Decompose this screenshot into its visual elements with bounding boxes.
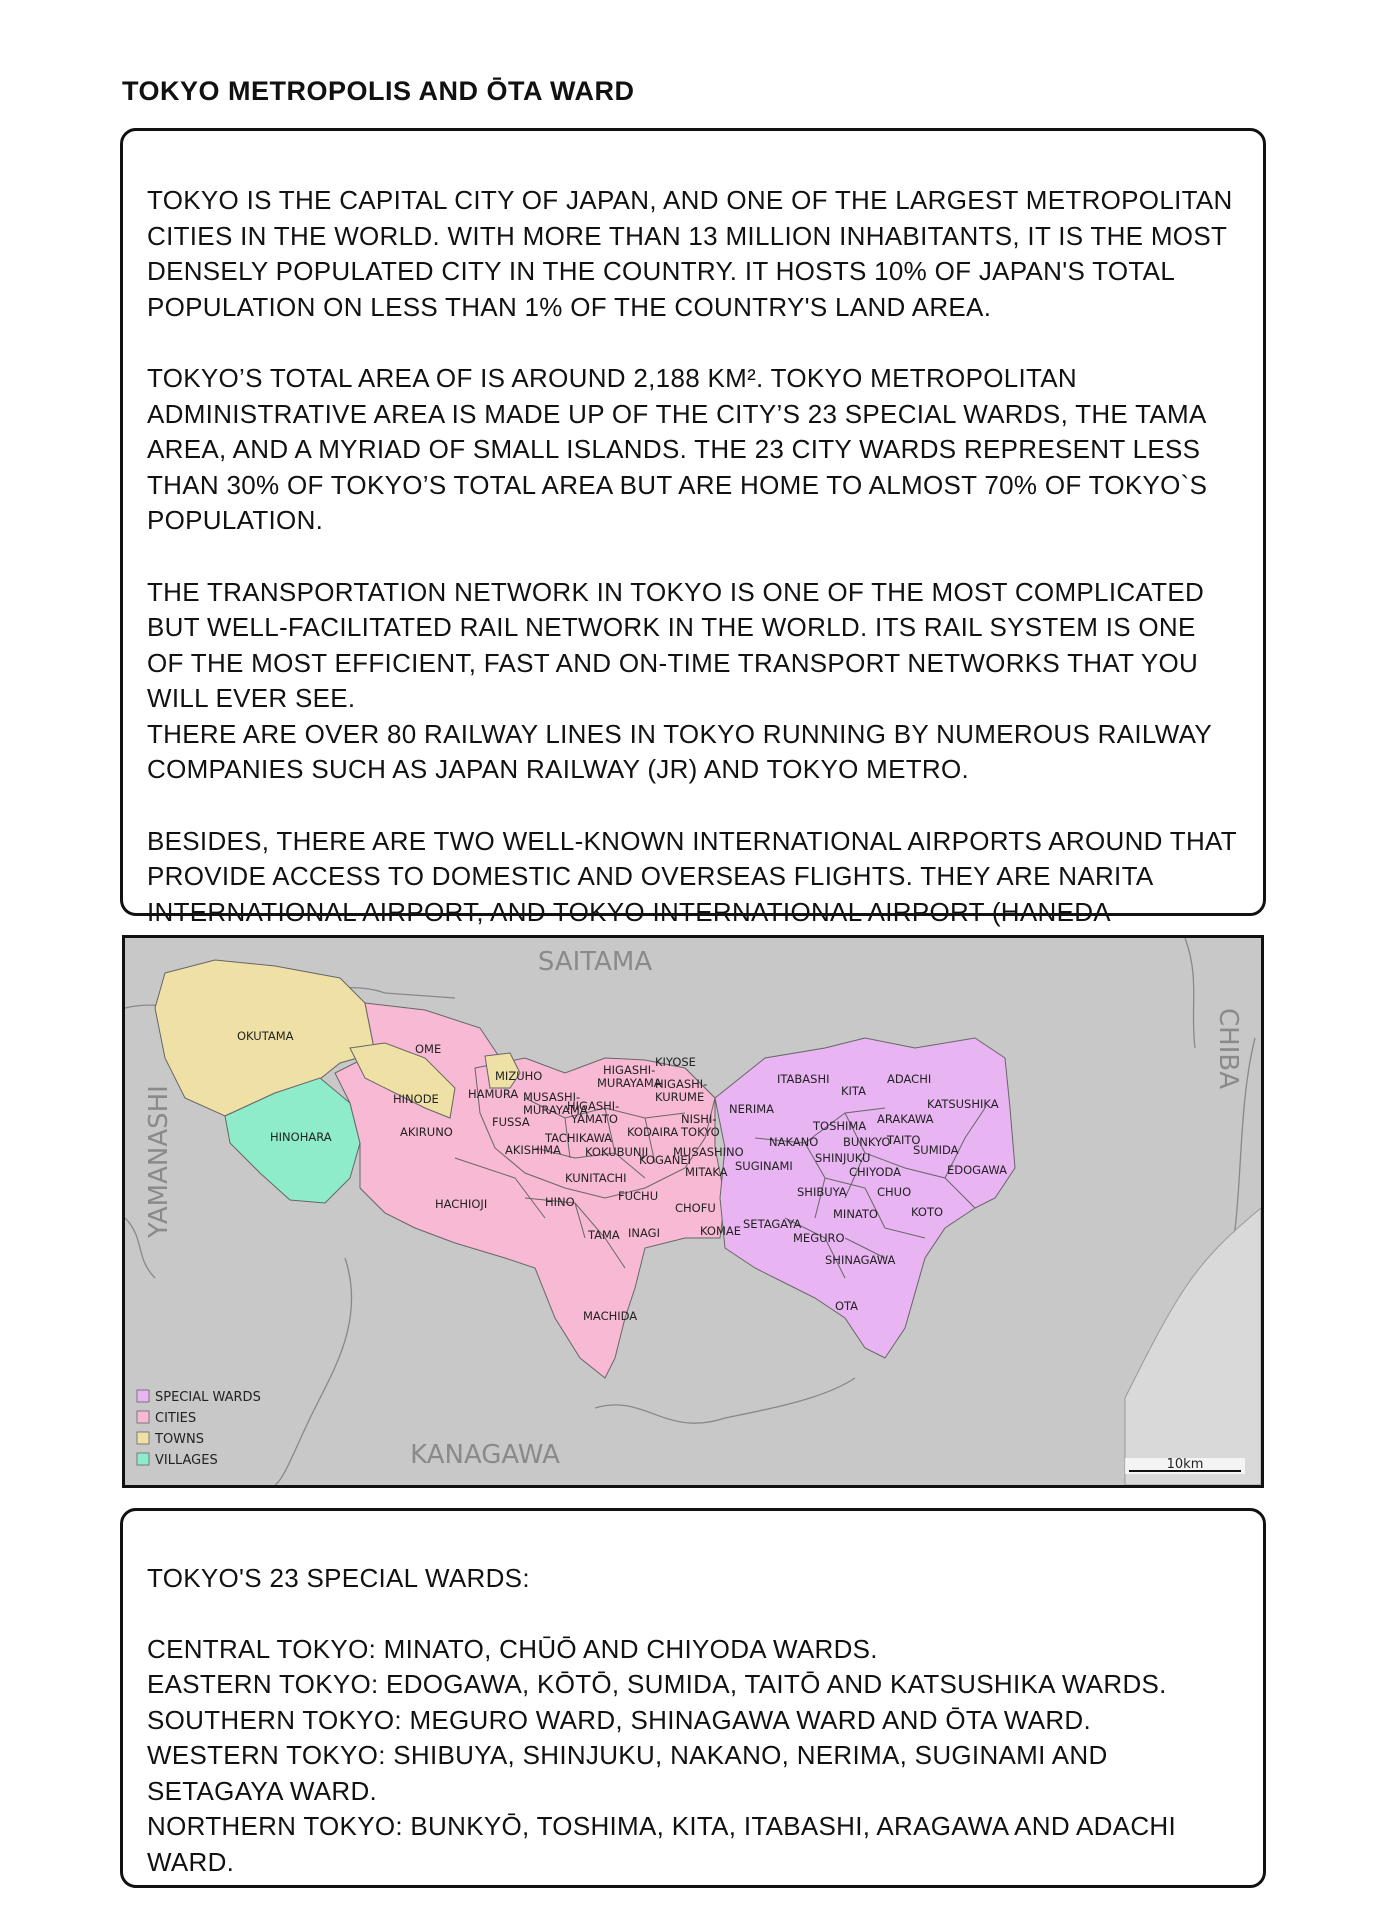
label-shinjuku: SHINJUKU: [815, 1151, 871, 1165]
label-arakawa: ARAKAWA: [877, 1112, 934, 1126]
legend-swatch-wards: [137, 1390, 149, 1402]
label-minato: MINATO: [833, 1207, 878, 1221]
label-mitaka: MITAKA: [685, 1165, 728, 1179]
transport-paragraph: THE TRANSPORTATION NETWORK IN TOKYO IS ONE OF THE MOST COMPLICATED BUT WELL-FACILITATED RAIL NETWORK IN THE WORLD. ITS RAIL SYSTEM IS ONE OF THE MOST EFFICIENT, FAST AND ON-TIME TRANSPORT NETWORKS THAT YOU WILL EVER SEE.: [147, 576, 1205, 713]
airports-paragraph: BESIDES, THERE ARE TWO WELL-KNOWN INTERNATIONAL AIRPORTS AROUND THAT PROVIDE ACCESS TO DOMESTIC AND OVERSEAS FLIGHTS. THEY ARE NARITA INTERNATIONAL AIRPORT, AND TOKYO INTERNATIONAL AIRPORT (HANEDA: [147, 825, 1237, 927]
label-ota: OTA: [835, 1299, 859, 1313]
label-okutama: OKUTAMA: [237, 1029, 294, 1043]
label-nishitokyo: NISHI-: [681, 1112, 717, 1126]
page-title: TOKYO METROPOLIS AND ŌTA WARD: [122, 76, 635, 106]
label-nishitokyo-2: TOKYO: [681, 1125, 720, 1139]
label-hino: HINO: [545, 1195, 575, 1209]
intro-paragraph: TOKYO IS THE CAPITAL CITY OF JAPAN, AND ONE OF THE LARGEST METROPOLITAN CITIES IN THE WORLD. WITH MORE THAN 13 MILLION INHABITANTS, IT IS THE MOST DENSELY POPULATED CITY IN THE COUNTRY. IT HOSTS 10% OF JAPAN'S TOTAL POPULATION ON LESS THAN 1% OF THE COUNTRY'S LAND AREA.: [147, 185, 1233, 322]
label-setagaya: SETAGAYA: [743, 1217, 802, 1231]
label-higashikurume: HIGASHI-: [655, 1077, 708, 1091]
tokyo-map: [122, 935, 1264, 1488]
label-ome: OME: [415, 1042, 442, 1056]
label-musashimurayama-2: MURAYAMA: [523, 1103, 588, 1117]
label-koganei: KOGANEI: [639, 1153, 692, 1167]
label-hinode: HINODE: [393, 1092, 439, 1106]
wards-heading: TOKYO'S 23 SPECIAL WARDS:: [147, 1563, 530, 1593]
label-chuo: CHUO: [877, 1185, 912, 1199]
label-itabashi: ITABASHI: [777, 1072, 830, 1086]
label-fussa: FUSSA: [492, 1115, 530, 1129]
region-chiba: CHIBA: [1213, 1008, 1243, 1089]
wards-eastern: EASTERN TOKYO: EDOGAWA, KŌTŌ, SUMIDA, TAITŌ AND KATSUSHIKA WARDS.: [147, 1669, 1167, 1699]
label-higashikurume-2: KURUME: [655, 1090, 705, 1104]
legend-towns: TOWNS: [155, 1432, 205, 1447]
legend-swatch-cities: [137, 1411, 149, 1423]
area-paragraph: TOKYO’S TOTAL AREA OF IS AROUND 2,188 KM². TOKYO METROPOLITAN ADMINISTRATIVE AREA IS MADE UP OF THE CITY’S 23 SPECIAL WARDS, THE TAMA AREA, AND A MYRIAD OF SMALL ISLANDS. THE 23 CITY WARDS REPRESENT LESS THAN 30% OF TOKYO’S TOTAL AREA BUT ARE HOME TO ALMOST 70% OF TOKYO`S POPULATION.: [147, 363, 1208, 535]
label-nakano: NAKANO: [769, 1135, 819, 1149]
label-akishima: AKISHIMA: [505, 1143, 561, 1157]
label-nerima: NERIMA: [729, 1102, 775, 1116]
region-yamanashi: YAMANASHI: [144, 1085, 174, 1238]
railway-paragraph: THERE ARE OVER 80 RAILWAY LINES IN TOKYO RUNNING BY NUMEROUS RAILWAY COMPANIES SUCH AS JAPAN RAILWAY (JR) AND TOKYO METRO.: [147, 718, 1212, 784]
wards-northern: NORTHERN TOKYO: BUNKYŌ, TOSHIMA, KITA, ITABASHI, ARAGAWA AND ADACHI WARD.: [147, 1811, 1177, 1877]
label-musashino: MUSASHINO: [673, 1145, 744, 1159]
label-higashiyamato-2: YAMATO: [571, 1112, 618, 1126]
scale-bar-label: 10km: [1166, 1457, 1204, 1472]
legend-wards: SPECIAL WARDS: [155, 1390, 261, 1405]
wards-panel: [120, 1508, 1266, 1888]
legend-cities: CITIES: [155, 1411, 197, 1426]
info-panel: [120, 128, 1266, 927]
label-kita: KITA: [841, 1084, 866, 1098]
label-hachioji: HACHIOJI: [435, 1197, 488, 1211]
label-kokubunji: KOKUBUNJI: [585, 1145, 649, 1159]
label-kiyose: KIYOSE: [655, 1055, 696, 1069]
legend-villages: VILLAGES: [155, 1453, 218, 1468]
label-koto: KOTO: [911, 1205, 944, 1219]
label-kunitachi: KUNITACHI: [565, 1171, 627, 1185]
region-saitama: SAITAMA: [537, 947, 653, 977]
wards-southern: SOUTHERN TOKYO: MEGURO WARD, SHINAGAWA WARD AND ŌTA WARD.: [147, 1704, 1092, 1735]
label-musashimurayama: MUSASHI-: [523, 1090, 581, 1104]
label-chiyoda: CHIYODA: [849, 1165, 902, 1179]
label-taito: TAITO: [887, 1133, 921, 1147]
scale-bar: [1125, 1457, 1245, 1474]
label-higashimurayama: HIGASHI-: [603, 1063, 656, 1077]
label-hamura: HAMURA: [468, 1087, 519, 1101]
label-sumida: SUMIDA: [913, 1143, 959, 1157]
label-higashiyamato: HIGASHI-: [567, 1099, 620, 1113]
label-katsushika: KATSUSHIKA: [927, 1097, 999, 1111]
label-shibuya: SHIBUYA: [797, 1185, 847, 1199]
label-fuchu: FUCHU: [618, 1189, 659, 1203]
label-meguro: MEGURO: [793, 1231, 845, 1245]
label-mizuho: MIZUHO: [495, 1069, 543, 1083]
label-shinagawa: SHINAGAWA: [825, 1253, 896, 1267]
label-komae: KOMAE: [700, 1224, 742, 1238]
label-tachikawa: TACHIKAWA: [545, 1131, 613, 1145]
label-edogawa: EDOGAWA: [947, 1163, 1007, 1177]
legend-swatch-towns: [137, 1432, 149, 1444]
wards-western: WESTERN TOKYO: SHIBUYA, SHINJUKU, NAKANO, NERIMA, SUGINAMI AND SETAGAYA WARD.: [147, 1740, 1108, 1806]
map-svg: [125, 938, 1261, 1485]
label-suginami: SUGINAMI: [735, 1159, 793, 1173]
legend-swatch-villages: [137, 1453, 149, 1465]
region-kanagawa: KANAGAWA: [410, 1440, 560, 1470]
label-hinohara: HINOHARA: [270, 1130, 332, 1144]
label-bunkyo: BUNKYO: [843, 1135, 891, 1149]
wards-central: CENTRAL TOKYO: MINATO, CHŪŌ AND CHIYODA WARDS.: [147, 1633, 878, 1664]
label-tama: TAMA: [588, 1228, 620, 1242]
label-kodaira: KODAIRA: [627, 1125, 679, 1139]
label-higashimurayama-2: MURAYAMA: [597, 1076, 662, 1090]
label-machida: MACHIDA: [583, 1309, 638, 1323]
label-toshima: TOSHIMA: [813, 1119, 867, 1133]
label-inagi: INAGI: [628, 1226, 660, 1240]
label-adachi: ADACHI: [887, 1072, 932, 1086]
label-chofu: CHOFU: [675, 1201, 716, 1215]
label-akiruno: AKIRUNO: [400, 1125, 453, 1139]
